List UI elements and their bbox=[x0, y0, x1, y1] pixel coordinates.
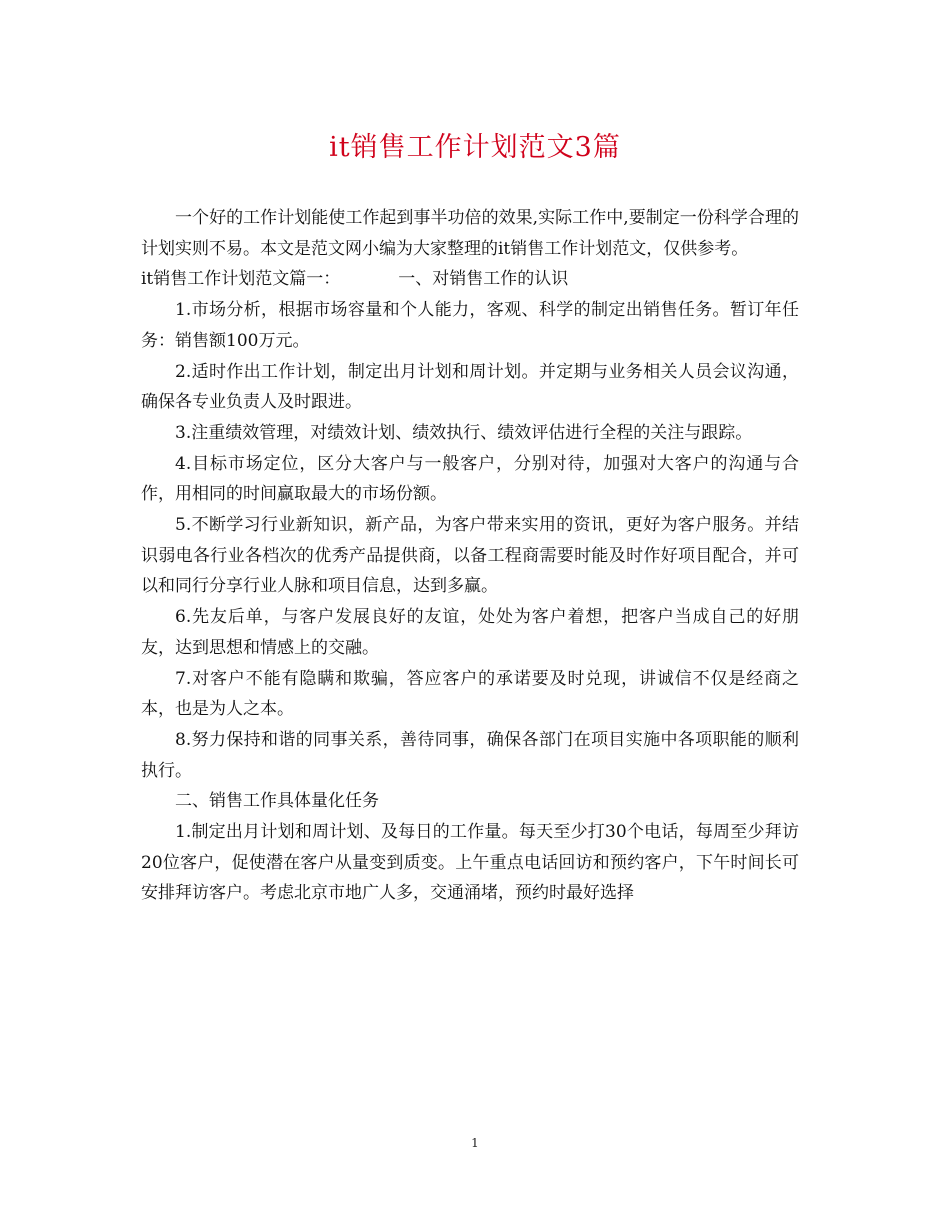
document-body bbox=[141, 203, 799, 909]
intro-paragraph: 一个好的工作计划能使工作起到事半功倍的效果,实际工作中,要制定一份科学合理的计划实则不易。本文是范文网小编为大家整理的it销售工作计划范文，仅供参考。 bbox=[141, 208, 799, 259]
section2-heading: 二、销售工作具体量化任务 bbox=[175, 791, 379, 812]
section1-heading bbox=[141, 264, 799, 295]
list-item: 5.不断学习行业新知识，新产品，为客户带来实用的资讯，更好为客户服务。并结识弱电各行业各档次的优秀产品提供商，以备工程商需要时能及时作好项目配合，并可以和同行分享行业人脉和项目信息，达到多赢。 bbox=[141, 515, 799, 597]
list-item: 4.目标市场定位，区分大客户与一般客户，分别对待，加强对大客户的沟通与合作，用相同的时间赢取最大的市场份额。 bbox=[141, 453, 799, 505]
section1-heading-right: 一、对销售工作的认识 bbox=[398, 269, 569, 290]
list-item: 8.努力保持和谐的同事关系，善待同事，确保各部门在项目实施中各项职能的顺利执行。 bbox=[141, 729, 799, 781]
document-title: it销售工作计划范文3篇 bbox=[329, 132, 621, 163]
list-item: 7.对客户不能有隐瞒和欺骗，答应客户的承诺要及时兑现，讲诚信不仅是经商之本，也是为人之本。 bbox=[141, 668, 799, 720]
section1-heading-left: it销售工作计划范文篇一： bbox=[141, 269, 341, 290]
list-item: 3.注重绩效管理，对绩效计划、绩效执行、绩效评估进行全程的关注与跟踪。 bbox=[175, 422, 753, 443]
list-item: 2.适时作出工作计划，制定出月计划和周计划。并定期与业务相关人员会议沟通，确保各专业负责人及时跟进。 bbox=[141, 361, 799, 413]
list-item: 1.市场分析，根据市场容量和个人能力，客观、科学的制定出销售任务。暂订年任务：销售额100万元。 bbox=[141, 300, 799, 351]
list-item: 1.制定出月计划和周计划、及每日的工作量。每天至少打30个电话，每周至少拜访20位客户，促使潜在客户从量变到质变。上午重点电话回访和预约客户，下午时间长可安排拜访客户。考虑北京市地广人多，交通涌堵，预约时最好选择 bbox=[141, 822, 799, 904]
list-item: 6.先友后单，与客户发展良好的友谊，处处为客户着想，把客户当成自己的好朋友，达到思想和情感上的交融。 bbox=[141, 607, 799, 658]
page-number: 1 bbox=[471, 1136, 479, 1150]
